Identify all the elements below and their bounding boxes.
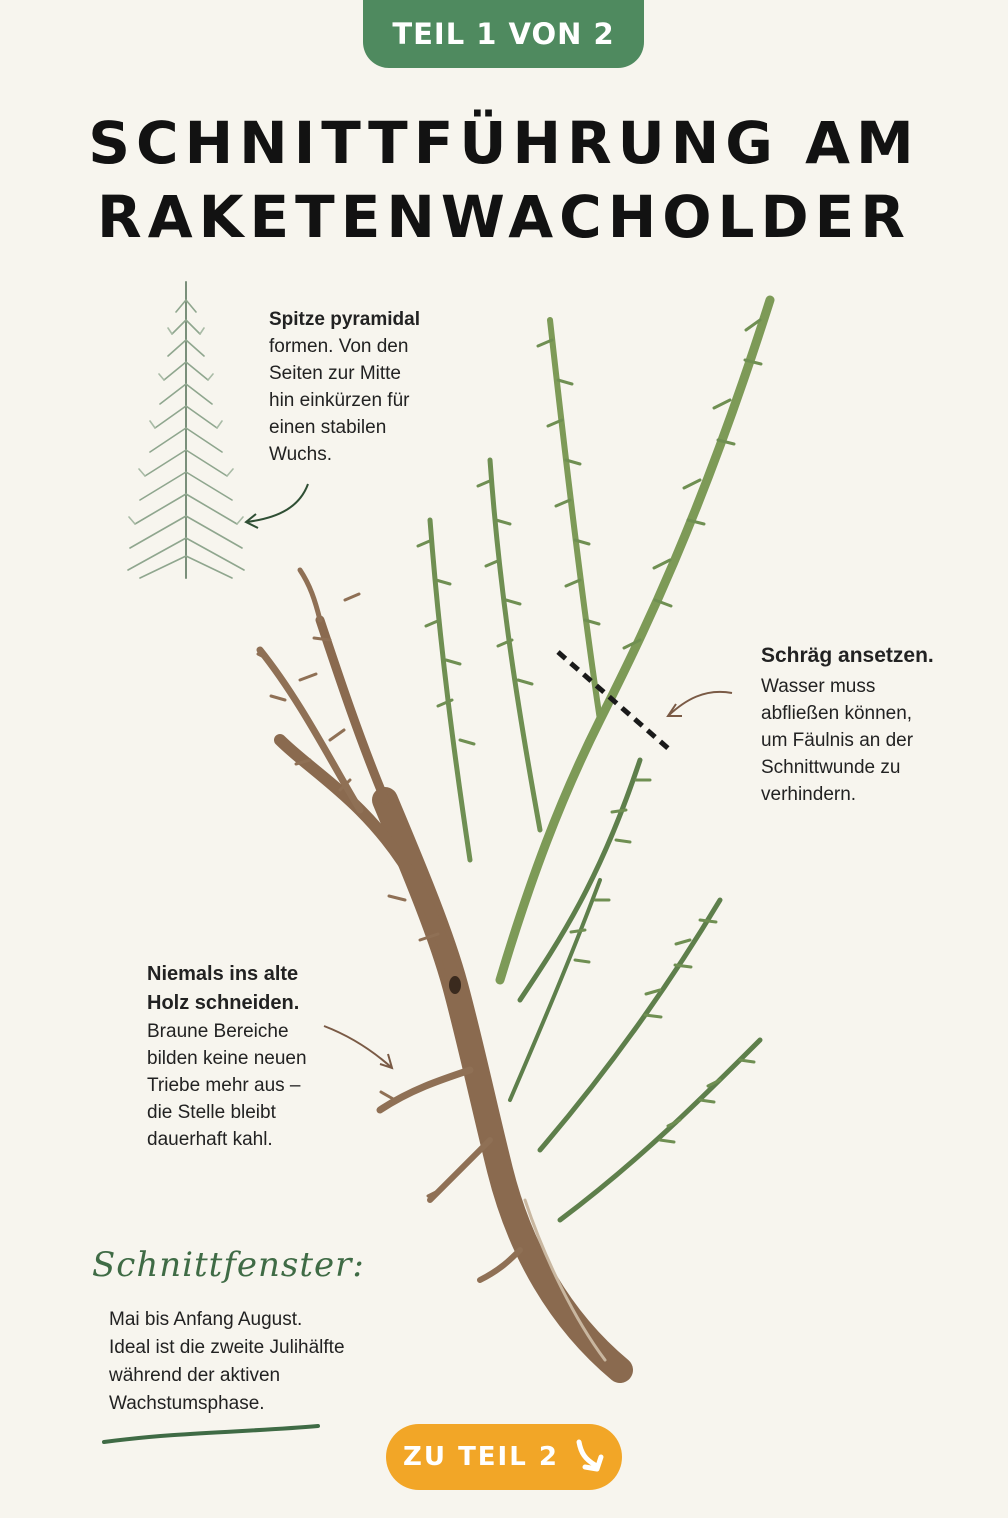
note-angled-cut (761, 642, 961, 808)
next-part-label: ZU TEIL 2 (403, 1442, 559, 1472)
title-line-1: SCHNITTFÜHRUNG AM (88, 109, 920, 177)
arrow-down-right-icon (573, 1439, 605, 1475)
note-old-body: Braune Bereiche bilden keine neuen Triebe mehr aus – die Stelle bleibt dauerhaft kahl. (147, 1021, 307, 1150)
cut-window-body: Mai bis Anfang August. Ideal ist die zweite Julihälfte während der aktiven Wachstumsphase. (109, 1309, 345, 1414)
title-line-2: RAKETENWACHOLDER (97, 183, 911, 251)
note-pyramidal-tip (269, 306, 469, 468)
cut-line (558, 652, 670, 750)
note-angle-body: Wasser muss abfließen können, um Fäulnis an der Schnittwunde zu verhindern. (761, 676, 914, 805)
small-tree-icon (128, 282, 244, 578)
note-old-wood (147, 960, 357, 1153)
cut-window-title: Schnittfenster: (92, 1245, 365, 1285)
branch-knot (449, 976, 461, 994)
note-tip-head: Spitze pyramidal (269, 309, 420, 330)
note-old-head: Niemals ins alte Holz schneiden. (147, 963, 300, 1014)
underline-stroke (104, 1426, 318, 1442)
note-angle-head: Schräg ansetzen. (761, 644, 934, 667)
tip-arrow-icon (246, 484, 308, 522)
angle-arrow-icon (668, 692, 732, 716)
next-part-button[interactable] (386, 1424, 622, 1490)
part-badge: TEIL 1 VON 2 (363, 0, 644, 68)
note-tip-body: formen. Von den Seiten zur Mitte hin einkürzen für einen stabilen Wuchs. (269, 336, 410, 465)
